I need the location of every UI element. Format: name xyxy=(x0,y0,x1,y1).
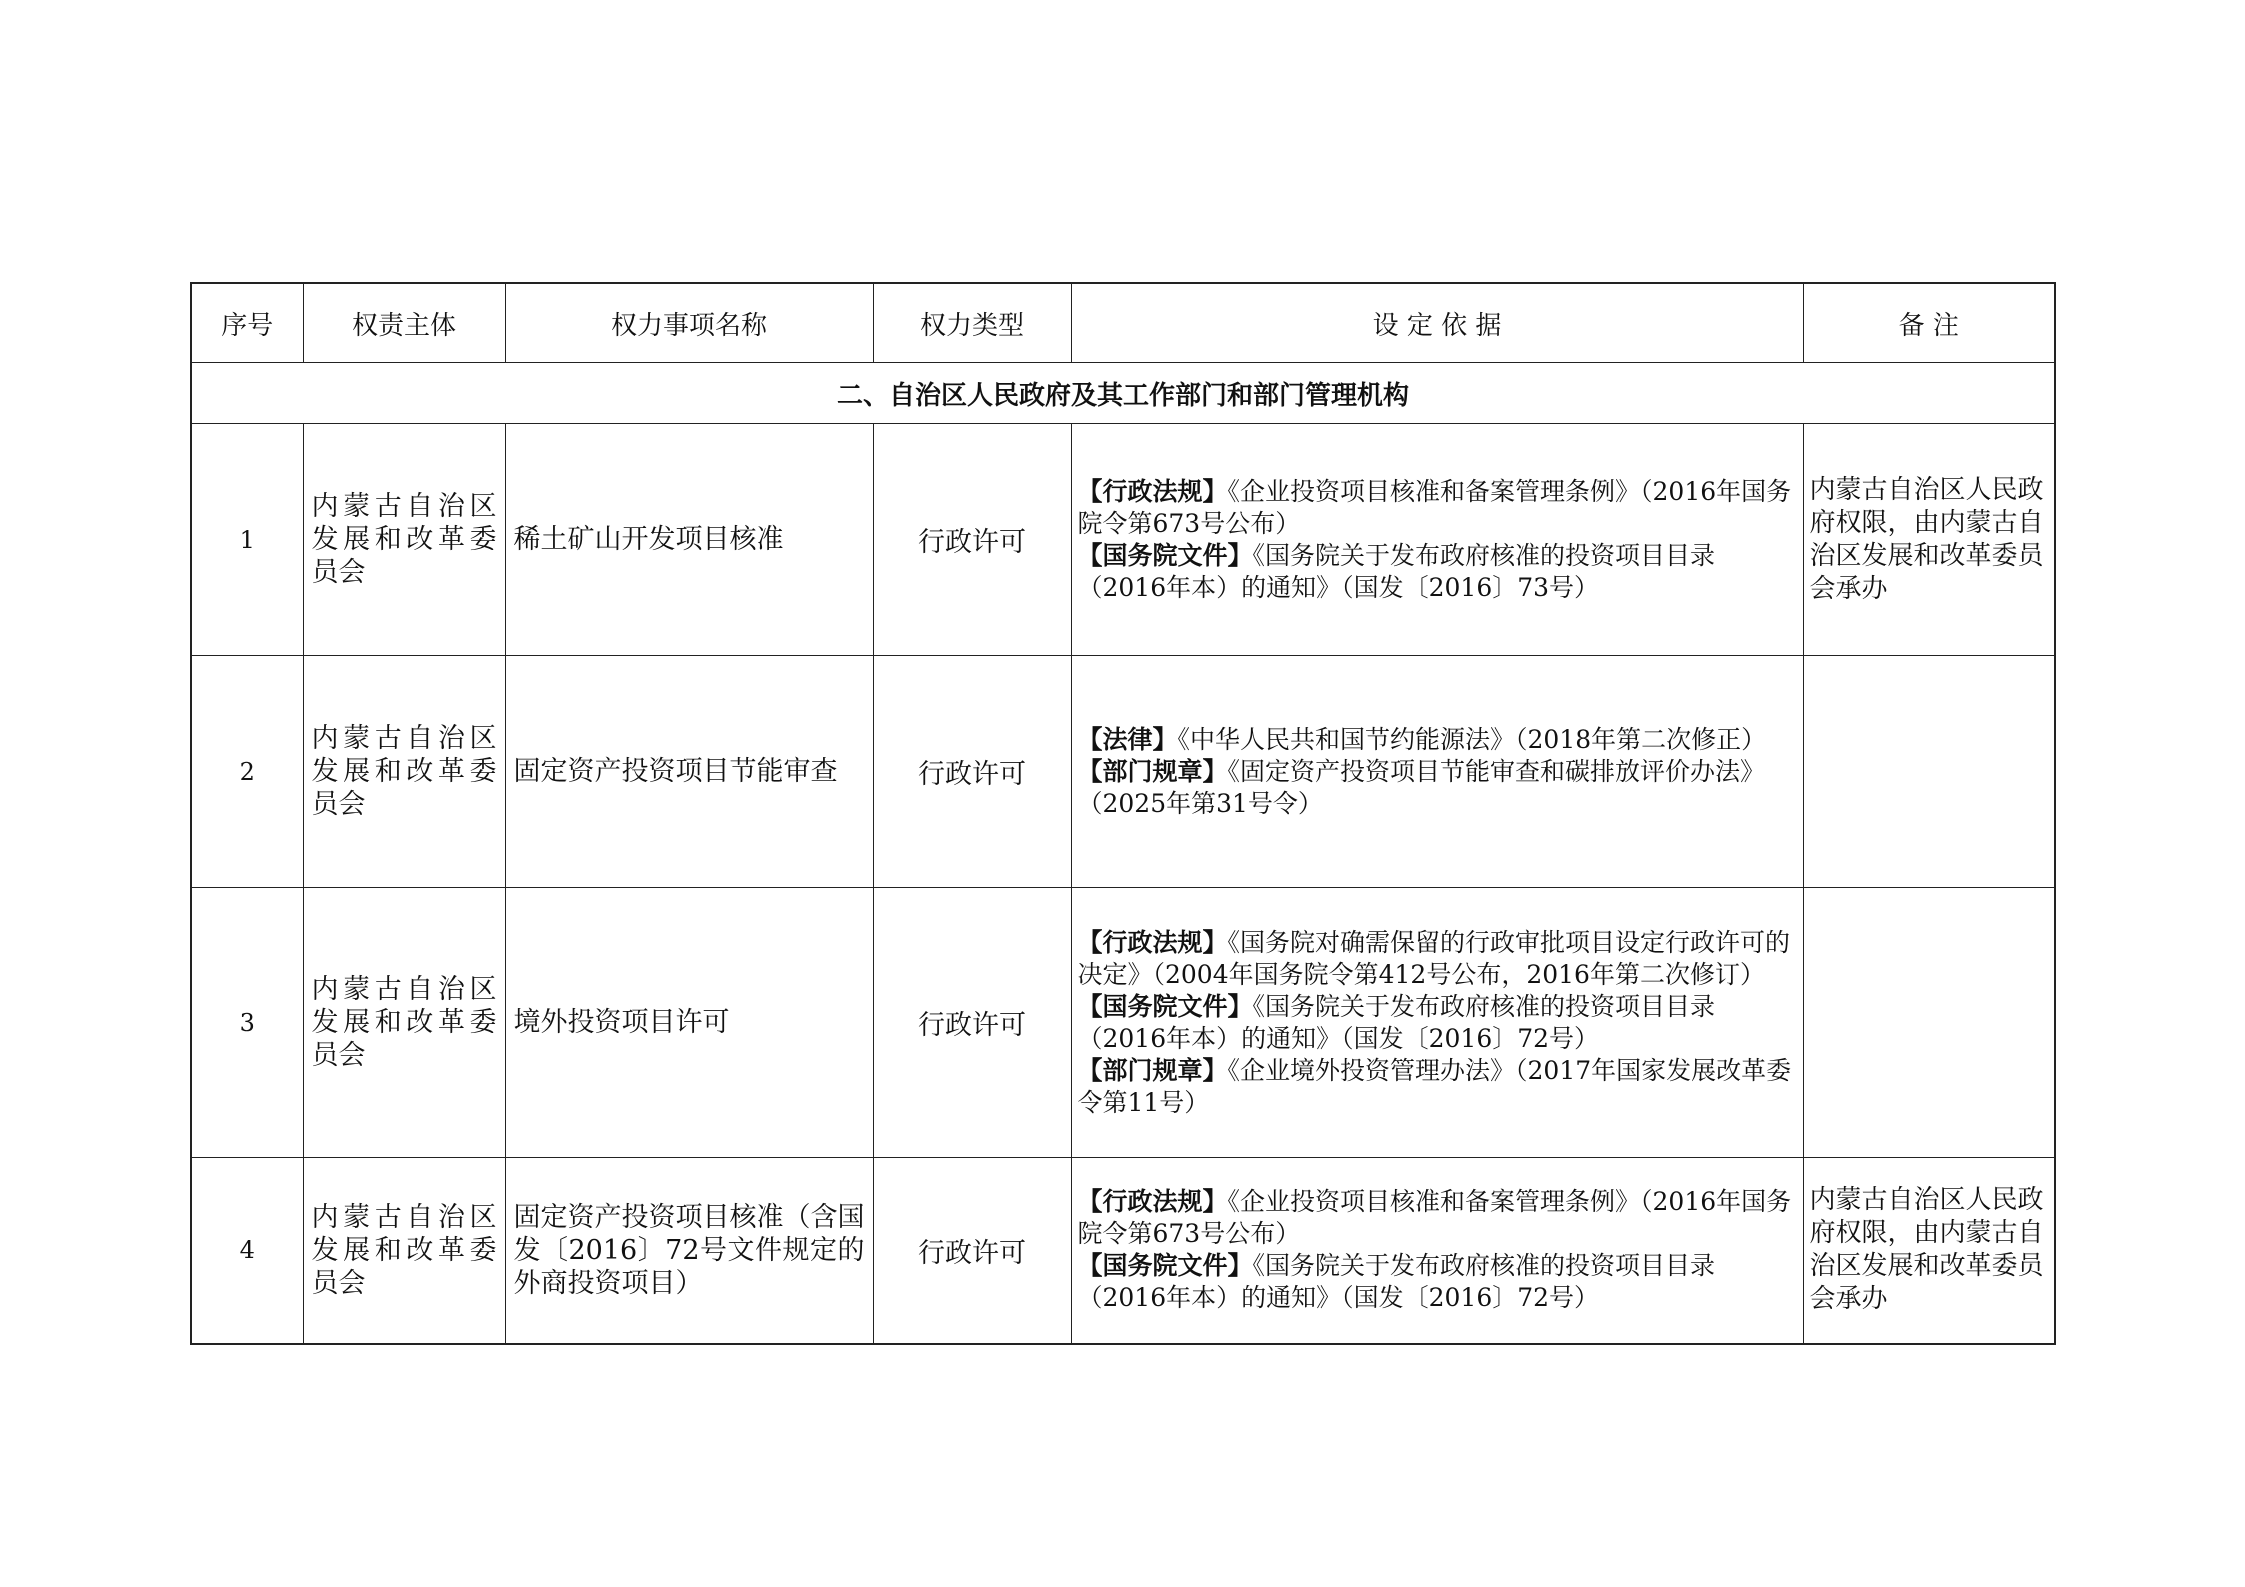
row-remark: 内蒙古自治区人民政府权限，由内蒙古自治区发展和改革委员会承办 xyxy=(1803,424,2055,656)
row-agency: 内蒙古自治区发展和改革委员会 xyxy=(303,1158,505,1344)
basis-text: 《国务院关于发布政府核准的投资项目目录（2016年本）的通知》（国发〔2016〕73号） xyxy=(1077,540,1716,602)
basis-tag: 【行政法规】 xyxy=(1077,476,1228,506)
row-item-name: 境外投资项目许可 xyxy=(505,888,873,1158)
basis-tag: 【部门规章】 xyxy=(1077,756,1228,786)
row-basis xyxy=(1071,1158,1803,1344)
header-row xyxy=(191,283,2055,363)
header-basis: 设 定 依 据 xyxy=(1071,283,1803,363)
basis-tag: 【国务院文件】 xyxy=(1077,1251,1253,1281)
basis-tag: 【法律】 xyxy=(1077,724,1178,754)
basis-entry xyxy=(1078,1186,1797,1250)
row-remark xyxy=(1803,888,2055,1158)
basis-entry xyxy=(1078,724,1797,756)
header-item-name: 权力事项名称 xyxy=(505,283,873,363)
section-row xyxy=(191,363,2055,424)
row-index: 4 xyxy=(191,1158,303,1344)
row-power-type: 行政许可 xyxy=(873,424,1071,656)
row-basis xyxy=(1071,656,1803,888)
row-power-type: 行政许可 xyxy=(873,888,1071,1158)
header-remark: 备 注 xyxy=(1803,283,2055,363)
basis-text: 《固定资产投资项目节能审查和碳排放评价办法》（2025年第31号令） xyxy=(1077,756,1766,818)
table-row xyxy=(191,656,2055,888)
row-remark xyxy=(1803,656,2055,888)
basis-entry xyxy=(1078,991,1797,1055)
section-title: 二、自治区人民政府及其工作部门和部门管理机构 xyxy=(191,363,2055,424)
basis-text: 《国务院关于发布政府核准的投资项目目录（2016年本）的通知》（国发〔2016〕72号） xyxy=(1077,1251,1716,1313)
header-power-type: 权力类型 xyxy=(873,283,1071,363)
row-agency: 内蒙古自治区发展和改革委员会 xyxy=(303,424,505,656)
row-power-type: 行政许可 xyxy=(873,656,1071,888)
row-basis xyxy=(1071,888,1803,1158)
basis-text: 《国务院对确需保留的行政审批项目设定行政许可的决定》（2004年国务院令第412号公布，2016年第二次修订） xyxy=(1077,927,1791,989)
table-row xyxy=(191,424,2055,656)
row-item-name: 固定资产投资项目核准（含国发〔2016〕72号文件规定的外商投资项目） xyxy=(505,1158,873,1344)
row-item-name: 固定资产投资项目节能审查 xyxy=(505,656,873,888)
basis-tag: 【部门规章】 xyxy=(1077,1055,1228,1085)
basis-text: 《国务院关于发布政府核准的投资项目目录（2016年本）的通知》（国发〔2016〕72号） xyxy=(1077,991,1716,1053)
basis-tag: 【行政法规】 xyxy=(1077,1187,1228,1217)
row-index: 3 xyxy=(191,888,303,1158)
basis-entry xyxy=(1078,1250,1797,1314)
basis-text: 《企业境外投资管理办法》（2017年国家发展改革委令第11号） xyxy=(1077,1055,1792,1117)
basis-tag: 【国务院文件】 xyxy=(1077,991,1253,1021)
header-index: 序号 xyxy=(191,283,303,363)
basis-entry xyxy=(1078,756,1797,820)
header-agency: 权责主体 xyxy=(303,283,505,363)
basis-entry xyxy=(1078,1055,1797,1119)
row-index: 2 xyxy=(191,656,303,888)
row-agency: 内蒙古自治区发展和改革委员会 xyxy=(303,656,505,888)
basis-tag: 【国务院文件】 xyxy=(1077,540,1253,570)
row-item-name: 稀土矿山开发项目核准 xyxy=(505,424,873,656)
basis-tag: 【行政法规】 xyxy=(1077,927,1228,957)
basis-text: 《中华人民共和国节约能源法》（2018年第二次修正） xyxy=(1177,724,1767,754)
basis-entry xyxy=(1078,476,1797,540)
table-row xyxy=(191,1158,2055,1344)
row-remark: 内蒙古自治区人民政府权限，由内蒙古自治区发展和改革委员会承办 xyxy=(1803,1158,2055,1344)
row-index: 1 xyxy=(191,424,303,656)
basis-entry xyxy=(1078,540,1797,604)
table-row xyxy=(191,888,2055,1158)
row-agency: 内蒙古自治区发展和改革委员会 xyxy=(303,888,505,1158)
basis-text: 《企业投资项目核准和备案管理条例》（2016年国务院令第673号公布） xyxy=(1077,476,1792,538)
row-basis xyxy=(1071,424,1803,656)
power-list-table xyxy=(190,282,2056,1345)
basis-text: 《企业投资项目核准和备案管理条例》（2016年国务院令第673号公布） xyxy=(1077,1187,1792,1249)
basis-entry xyxy=(1078,927,1797,991)
row-power-type: 行政许可 xyxy=(873,1158,1071,1344)
